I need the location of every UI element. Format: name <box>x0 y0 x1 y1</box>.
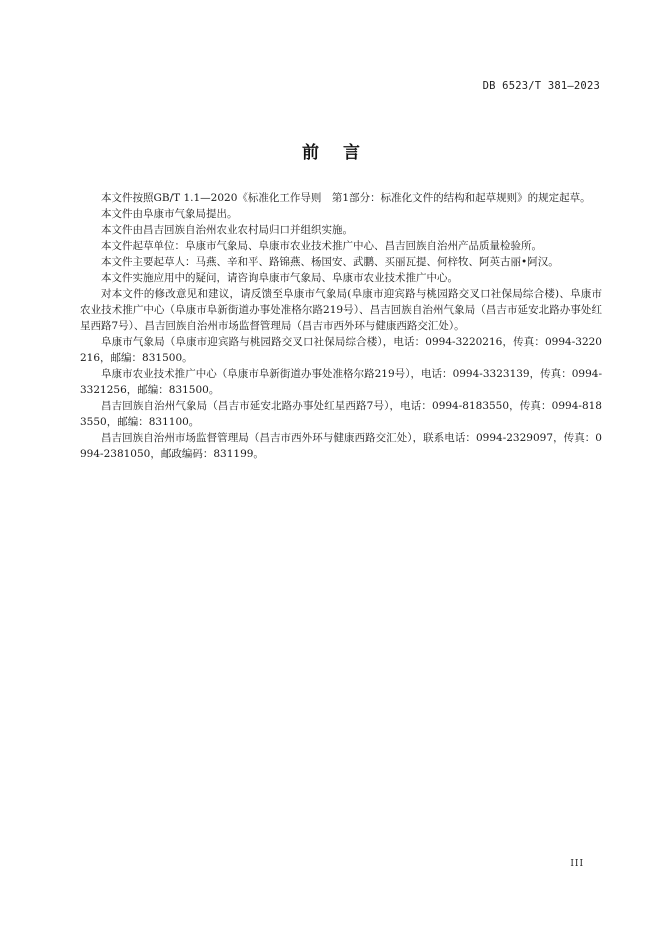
paragraph-contact-fukang-weather: 阜康市气象局（阜康市迎宾路与桃园路交叉口社保局综合楼），电话：0994-3220216，传真：0994-3220216，邮编：831500。 <box>80 336 602 364</box>
paragraph-drafting-rules: 本文件按照GB/T 1.1—2020《标准化工作导则 第1部分：标准化文件的结构和起草规则》的规定起草。 <box>101 192 591 204</box>
paragraph-contact-fukang-agri: 阜康市农业技术推广中心（阜康市阜新街道办事处准格尔路219号），电话：0994-3323139，传真：0994-3321256，邮编：831500。 <box>80 368 602 396</box>
paragraph-feedback: 对本文件的修改意见和建议，请反馈至阜康市气象局(阜康市迎宾路与桃园路交叉口社保局综合楼)、阜康市农业技术推广中心（阜康市阜新街道办事处准格尔路219号）、昌吉回族自治州气象局（昌吉市延安北路办事处红星西路7号）、昌吉回族自治州市场监督管理局（昌吉市西外环与健康西路交汇处）。 <box>80 288 602 332</box>
paragraph-drafting-units: 本文件起草单位：阜康市气象局、阜康市农业技术推广中心、昌吉回族自治州产品质量检验所。 <box>101 240 542 252</box>
paragraph-proposer: 本文件由阜康市气象局提出。 <box>101 208 238 220</box>
document-code: DB 6523/T 381—2023 <box>482 80 600 92</box>
paragraph-contact-changji-weather: 昌吉回族自治州气象局（昌吉市延安北路办事处红星西路7号），电话：0994-8183550，传真：0994-8183550，邮编：831100。 <box>80 400 602 428</box>
page-number: III <box>570 859 584 869</box>
paragraph-contact-changji-market: 昌吉回族自治州市场监督管理局（昌吉市西外环与健康西路交汇处），联系电话：0994-2329097，传真：0994-2381050，邮政编码：831199。 <box>80 432 602 460</box>
paragraph-inquiries: 本文件实施应用中的疑问，请咨询阜康市气象局、阜康市农业技术推广中心。 <box>101 272 458 284</box>
paragraph-main-drafters: 本文件主要起草人：马燕、辛和平、路锦燕、杨国安、武鹏、买丽瓦提、何梓牧、阿英古丽•阿汉。 <box>101 256 559 268</box>
document-body <box>80 190 602 462</box>
paragraph-administrator: 本文件由昌吉回族自治州农业农村局归口并组织实施。 <box>101 224 353 236</box>
page-title: 前言 <box>302 143 384 163</box>
